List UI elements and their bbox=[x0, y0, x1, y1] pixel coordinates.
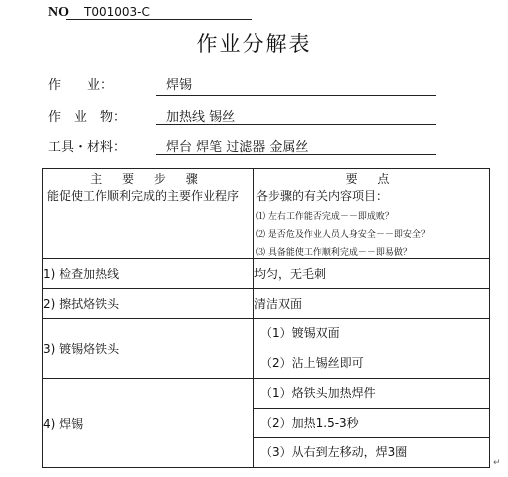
paragraph-mark-icon: ↵ bbox=[493, 458, 501, 468]
point-cell: 均匀，无毛刺 bbox=[254, 259, 490, 289]
step-cell: 3) 镀锡烙铁头 bbox=[43, 319, 254, 379]
field-label-task: 作 业： bbox=[48, 78, 114, 93]
field-value-task: 焊锡 bbox=[166, 78, 193, 93]
points-header-title: 要 点 bbox=[345, 172, 398, 186]
document-number-underline bbox=[66, 19, 252, 20]
breakdown-table bbox=[42, 168, 490, 468]
table-row bbox=[43, 289, 490, 319]
document-number: T001003-C bbox=[84, 5, 150, 19]
table-row bbox=[43, 319, 490, 379]
points-header-cell bbox=[254, 169, 490, 259]
point-item: （2）沾上锡丝即可 bbox=[260, 356, 364, 370]
point-item: （3）从右到左移动，焊3圈 bbox=[254, 437, 489, 467]
steps-header-cell bbox=[43, 169, 254, 259]
criterion-ease: ⑶ 具备能使工作顺利完成－－即易做？ bbox=[256, 248, 412, 258]
field-underline-object bbox=[156, 124, 436, 125]
point-item: （2）加热1.5-3秒 bbox=[254, 408, 489, 437]
no-label: NO bbox=[48, 5, 69, 20]
field-label-tools: 工具・材料： bbox=[48, 140, 127, 155]
table-row bbox=[43, 379, 490, 468]
steps-header-title: 主 要 步 骤 bbox=[90, 172, 206, 186]
field-label-object: 作 业 物： bbox=[48, 110, 127, 125]
point-item: （1）镀锡双面 bbox=[260, 326, 340, 340]
page-title: 作业分解表 bbox=[196, 32, 312, 56]
field-value-tools: 焊台 焊笔 过滤器 金属丝 bbox=[166, 140, 309, 155]
criterion-success: ⑴ 左右工作能否完成－－即成败？ bbox=[256, 212, 394, 222]
point-item: （1）烙铁头加热焊件 bbox=[260, 386, 376, 400]
step-cell: 2) 擦拭烙铁头 bbox=[43, 289, 254, 319]
table-header-row bbox=[43, 169, 490, 259]
criterion-safety: ⑵ 是否危及作业人员人身安全－－即安全？ bbox=[256, 230, 430, 240]
step-cell: 1) 检查加热线 bbox=[43, 259, 254, 289]
field-underline-tools bbox=[156, 154, 436, 155]
field-value-object: 加热线 锡丝 bbox=[166, 110, 236, 125]
point-cell: 清洁双面 bbox=[254, 289, 490, 319]
table-row bbox=[43, 259, 490, 289]
point-cell bbox=[254, 319, 490, 379]
field-underline-task bbox=[156, 95, 436, 96]
points-header-subtitle: 各步骤的有关内容项目： bbox=[256, 189, 389, 203]
point-cell bbox=[254, 379, 490, 468]
steps-header-subtitle: 能促使工作顺利完成的主要作业程序 bbox=[47, 189, 240, 203]
step-cell: 4) 焊锡 bbox=[43, 379, 254, 468]
